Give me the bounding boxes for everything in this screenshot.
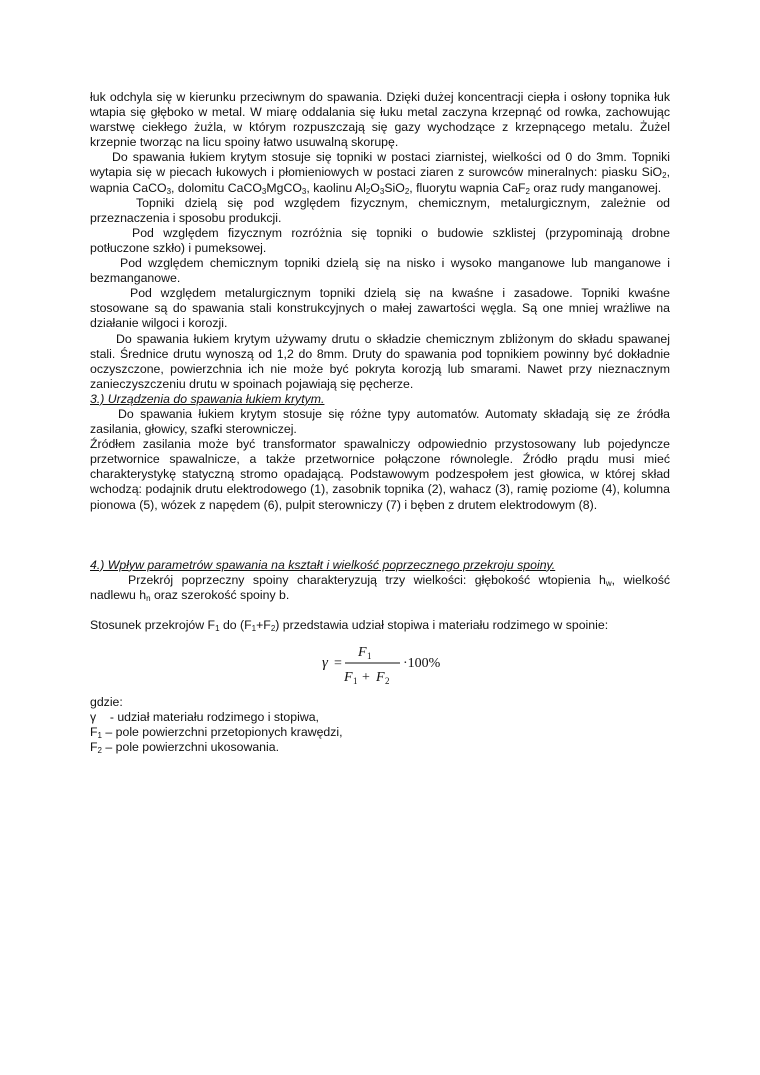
formula-numerator: F — [358, 645, 367, 660]
definitions-list — [90, 695, 670, 755]
paragraph: Do spawania łukiem krytym stosuje się różne typy automatów. Automaty składają się ze źródła zasilania, głowicy, szafki sterowniczej. — [90, 406, 670, 437]
formula-graphic — [320, 639, 460, 691]
definition-item: γ - udział materiału rodzimego i stopiwa, — [90, 710, 319, 725]
formula-den-f1: F — [344, 670, 353, 685]
paragraph: łuk odchyla się w kierunku przeciwnym do spawania. Dzięki dużej koncentracji ciepła i osłony topnika łuk wtapia się głęboko w metal. W miarę oddalania się łuku metal zaczyna krzepnąć od rowka, zachowując warstwę ciekłego żużla, w którym rozpuszczają się gazy wychodzące z krzepnącego metalu. Żużel krzepnie tworząc na licu spoiny łatwo usuwalną skorupę. — [90, 90, 670, 150]
formula-den-f2-sub: 2 — [385, 676, 390, 686]
paragraph: Pod względem chemicznym topniki dzielą się na nisko i wysoko manganowe lub manganowe i bezmanganowe. — [90, 256, 670, 286]
formula-gamma: γ — [322, 655, 328, 671]
paragraph: Przekrój poprzeczny spoiny charakteryzują trzy wielkości: głębokość wtopienia $h_w$, wielkość nadlewu $h_n$ oraz szerokość spoiny b. — [90, 572, 670, 603]
paragraph: Topniki dzielą się pod względem fizycznym, chemicznym, metalurgicznym, zależnie od przeznaczenia i sposobu produkcji. — [90, 195, 670, 225]
definition-item: $F_1$ – pole powierzchni przetopionych krawędzi, — [90, 725, 343, 741]
formula — [90, 639, 670, 691]
formula-multiplier: ·100% — [403, 656, 441, 671]
paragraph: Do spawania łukiem krytym stosuje się topniki w postaci ziarnistej, wielkości od 0 do 3mm. Topniki wytapia się w piecach łukowych i płomieniowych w postaci ziaren z surowców mineralnych: piasku SiO$_2$, wapnia CaCO$_3$, dolomitu CaCO$_3$MgCO$_3$, kaolinu $Al_2O_3SiO_2$, fluorytu wapnia CaF$_2$ oraz rudy manganowej. — [90, 150, 670, 196]
paragraph: Pod względem metalurgicznym topniki dzielą się na kwaśne i zasadowe. Topniki kwaśne stosowane są do spawania stali konstrukcyjnych o małej zawartości węgla. Są one mniej wrażliwe na działanie wilgoci i korozji. — [90, 286, 670, 331]
document-page — [90, 90, 670, 755]
section-heading: 3.) Urządzenia do spawania łukiem krytym. — [90, 391, 325, 406]
section-heading: 4.) Wpływ parametrów spawania na kształt i wielkość poprzecznego przekroju spoiny. — [90, 557, 556, 572]
paragraph: Pod względem fizycznym rozróżnia się topniki o budowie szklistej (przypominają drobne potłuczone szkło) i pumeksowej. — [90, 225, 670, 255]
formula-den-plus: + — [362, 670, 370, 685]
formula-numerator-sub: 1 — [367, 651, 372, 661]
definitions-intro: gdzie: — [90, 695, 123, 709]
paragraph: Stosunek przekrojów $F_1$ do $(F_1+F_2)$ przedstawia udział stopiwa i materiału rodzimego w spoinie: — [90, 617, 609, 633]
paragraph: Źródłem zasilania może być transformator spawalniczy odpowiednio przystosowany lub pojedyncze przetwornice spawalnicze, a także przetwornice połączone równolegle. Źródło prądu musi mieć charakterystykę statyczną stromo opadającą. Podstawowym podzespołem jest głowica, w której skład wchodzą: podajnik drutu elektrodowego (1), zasobnik topnika (2), wahacz (3), ramię poziome (4), kolumna pionowa (5), wózek z napędem (6), pulpit sterowniczy (7) i bęben z drutem elektrodowym (8). — [90, 437, 670, 512]
paragraph: Do spawania łukiem krytym używamy drutu o składzie chemicznym zbliżonym do składu spawanej stali. Średnice drutu wynoszą od 1,2 do 8mm. Druty do spawania pod topnikiem powinny być dokładnie oczyszczone, powierzchnia ich nie może być pokryta korozją lub smarami. Nawet przy nieznacznym zanieczyszczeniu drutu w spoinach pojawiają się pęcherze. — [90, 331, 670, 391]
formula-den-f2: F — [376, 670, 385, 685]
formula-den-f1-sub: 1 — [353, 676, 358, 686]
definition-item: $F_2$ – pole powierzchni ukosowania. — [90, 740, 280, 756]
formula-equals: = — [334, 656, 342, 671]
